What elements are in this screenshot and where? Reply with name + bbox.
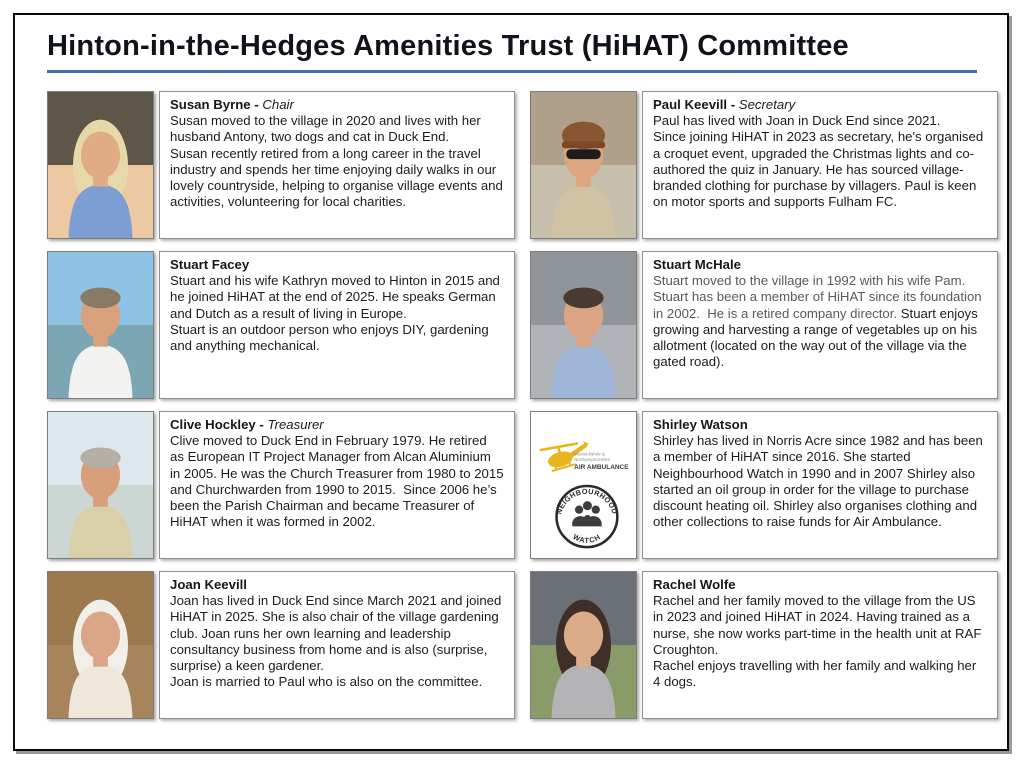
nw-arc-bottom-text: WATCH bbox=[571, 531, 603, 545]
member-bio-box bbox=[159, 411, 515, 559]
page-title: Hinton-in-the-Hedges Amenities Trust (HiHAT) Committee bbox=[47, 30, 849, 62]
beanie-band-shape bbox=[562, 141, 605, 148]
member-bio-box bbox=[642, 571, 998, 719]
member-name: Clive Hockley bbox=[170, 417, 256, 432]
member-card bbox=[47, 571, 515, 719]
member-photo bbox=[530, 251, 637, 399]
member-card bbox=[530, 411, 998, 559]
member-bio-box bbox=[159, 251, 515, 399]
member-card bbox=[530, 91, 998, 239]
member-card bbox=[47, 251, 515, 399]
air-ambulance-title-text: AIR AMBULANCE bbox=[574, 464, 629, 472]
hair-cap-shape bbox=[80, 448, 120, 469]
member-name: Stuart McHale bbox=[653, 257, 741, 272]
committee-grid bbox=[47, 91, 1007, 719]
hair-cap-shape bbox=[80, 288, 120, 309]
member-bio-box bbox=[642, 251, 998, 399]
member-photo bbox=[530, 91, 637, 239]
member-photo bbox=[47, 411, 154, 559]
member-role-separator: - bbox=[727, 97, 739, 112]
air-ambulance-subtitle-1 bbox=[574, 451, 605, 456]
member-role: Treasurer bbox=[267, 417, 324, 432]
member-portrait bbox=[48, 412, 153, 558]
member-name: Paul Keevill bbox=[653, 97, 728, 112]
head-shape bbox=[81, 131, 120, 178]
member-photo bbox=[47, 251, 154, 399]
member-bio: Susan moved to the village in 2020 and lives with her husband Antony, two dogs and cat in Duck End. Susan recently retired from a long career in the travel industry and spends her time enjoying daily walks in our lovely countryside, helping to organise village events and activities, volunteering for local charities. bbox=[170, 113, 507, 210]
member-bio: Clive moved to Duck End in February 1979. He retired as European IT Project Manager from Alcan Aluminium in 2005. He was the Church Treasurer from 1980 to 2015 and Churchwarden from 1990 to 2015. Since 2006 he’s been the Parish Chairman and became Treasurer of HiHAT when it was formed in 2002. bbox=[170, 433, 508, 530]
member-name: Susan Byrne bbox=[170, 97, 251, 112]
member-bio: Rachel and her family moved to the village from the US in 2023 and joined HiHAT in 2024. Having trained as a nurse, she now works part-time in the health unit at RAF Croughton. Rachel enjoys travelling with her family and walking her 4 dogs. bbox=[653, 593, 986, 690]
member-bio: Stuart moved to the village in 1992 with his wife Pam. Stuart has been a member of HiHAT since its foundation in 2002. He is a retired company director. Stuart enjoys growing and harvesting a range of vegetables up on his allotment (located on the way out of the village via the gated road). bbox=[653, 273, 986, 370]
air-ambulance-line2-text: Northamptonshire bbox=[574, 456, 610, 462]
member-card bbox=[530, 251, 998, 399]
member-role: Secretary bbox=[738, 97, 796, 112]
member-name: Rachel Wolfe bbox=[653, 577, 736, 592]
member-bio: Shirley has lived in Norris Acre since 1982 and has been a member of HiHAT since 2016. She started Neighbourhood Watch in 1990 and in 2007 Shirley also started an oil group in order for the village to purchase discount heating oil. Shirley also organises clothing and other collections to raise funds for Air Ambulance. bbox=[653, 433, 987, 530]
member-portrait bbox=[48, 572, 153, 718]
head-shape bbox=[564, 611, 603, 658]
member-card bbox=[47, 411, 515, 559]
member-role-separator: - bbox=[255, 417, 268, 432]
head-shape bbox=[81, 611, 120, 658]
air-ambulance-subtitle-2 bbox=[574, 457, 610, 462]
hair-cap-shape bbox=[563, 288, 603, 309]
member-bio: Stuart and his wife Kathryn moved to Hinton in 2015 and he joined HiHAT at the end of 2025. He speaks German and Dutch as a result of living in Europe. Stuart is an outdoor person who enjoys DIY, gardening and anything mechanical. bbox=[170, 273, 504, 354]
air-ambulance-line1-text: Warwickshire & bbox=[574, 451, 606, 457]
member-portrait bbox=[531, 252, 636, 398]
neighbourhood-watch-logo bbox=[554, 486, 619, 547]
member-bio-box bbox=[159, 91, 515, 239]
member-bio-box bbox=[159, 571, 515, 719]
member-photo bbox=[47, 91, 154, 239]
member-name: Stuart Facey bbox=[170, 257, 250, 272]
member-bio: Paul has lived with Joan in Duck End since 2021. Since joining HiHAT in 2023 as secretary, he's organised a croquet event, upgraded the Christmas lights and co-authored the quiz in January. He has sourced village-branded clothing for purchase by villagers. Paul is keen on motor sports and supports Fulham FC. bbox=[653, 113, 987, 210]
title-underline bbox=[47, 70, 977, 73]
member-card bbox=[530, 571, 998, 719]
member-portrait bbox=[531, 572, 636, 718]
member-bio: Joan has lived in Duck End since March 2021 and joined HiHAT in 2025. She is also chair of the village gardening club. Joan runs her own learning and leadership consultancy business from home and is also (surprise, surprise) a keen gardener. Joan is married to Paul who is also on the committee. bbox=[170, 593, 506, 690]
member-portrait bbox=[48, 92, 153, 238]
sunglasses-shape bbox=[566, 149, 600, 159]
nw-arc-top-text: NEIGHBOURHOOD bbox=[554, 486, 620, 516]
member-role: Chair bbox=[262, 97, 294, 112]
member-logos bbox=[531, 412, 636, 558]
member-bio-box bbox=[642, 91, 998, 239]
member-photo bbox=[47, 571, 154, 719]
member-portrait bbox=[531, 92, 636, 238]
committee-page bbox=[13, 13, 1009, 751]
member-portrait bbox=[48, 252, 153, 398]
member-photo bbox=[530, 411, 637, 559]
member-photo bbox=[530, 571, 637, 719]
member-role-separator: - bbox=[250, 97, 263, 112]
member-bio-box bbox=[642, 411, 998, 559]
member-card bbox=[47, 91, 515, 239]
member-name: Shirley Watson bbox=[653, 417, 748, 432]
member-name: Joan Keevill bbox=[170, 577, 247, 592]
